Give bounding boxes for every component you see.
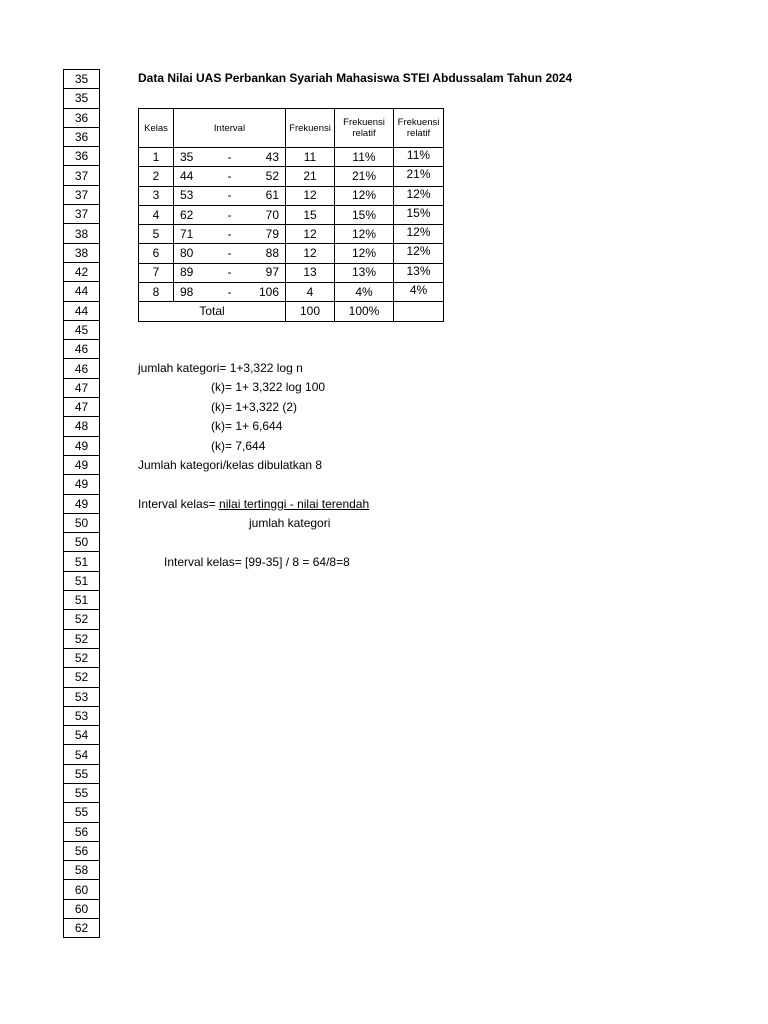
cell-interval-high: 70 <box>249 205 286 224</box>
score-cell: 38 <box>64 243 100 262</box>
cell-kelas: 2 <box>139 167 174 186</box>
cell-frekuensi: 11 <box>286 148 335 167</box>
cell-interval-high: 79 <box>249 225 286 244</box>
score-row <box>64 417 100 436</box>
score-row <box>64 706 100 725</box>
total-empty-cell <box>394 302 444 321</box>
cell-kelas: 4 <box>139 205 174 224</box>
note-blank-2 <box>138 534 369 553</box>
cell-frekuensi: 12 <box>286 186 335 205</box>
note-line-6: Jumlah kategori/kelas dibulatkan 8 <box>138 457 323 472</box>
score-cell: 50 <box>64 533 100 552</box>
score-cell: 36 <box>64 108 100 127</box>
score-cell: 37 <box>64 185 100 204</box>
cell-frekuensi-relatif-2: 12% <box>394 186 444 205</box>
score-row <box>64 668 100 687</box>
cell-interval-dash: - <box>211 225 249 244</box>
cell-frekuensi: 12 <box>286 244 335 263</box>
interval-formula-denominator: jumlah kategori <box>249 516 331 531</box>
note-line-5: (k)= 7,644 <box>211 438 266 453</box>
header-relatif-bottom: relatif <box>352 128 376 139</box>
table-header-row <box>139 109 444 148</box>
score-cell: 54 <box>64 745 100 764</box>
cell-interval-dash: - <box>211 167 249 186</box>
cell-interval-low: 35 <box>174 148 211 167</box>
score-row <box>64 301 100 320</box>
score-cell: 55 <box>64 783 100 802</box>
score-cell: 46 <box>64 359 100 378</box>
score-row <box>64 880 100 899</box>
score-cell: 49 <box>64 436 100 455</box>
cell-frekuensi: 15 <box>286 205 335 224</box>
score-cell: 44 <box>64 282 100 301</box>
cell-interval-high: 88 <box>249 244 286 263</box>
cell-interval-low: 80 <box>174 244 211 263</box>
score-row <box>64 89 100 108</box>
cell-interval-dash: - <box>211 186 249 205</box>
score-row <box>64 591 100 610</box>
cell-kelas: 3 <box>139 186 174 205</box>
note-line-4: (k)= 1+ 6,644 <box>211 419 283 434</box>
cell-frekuensi-relatif-2: 13% <box>394 263 444 282</box>
page-title: Data Nilai UAS Perbankan Syariah Mahasiswa STEI Abdussalam Tahun 2024 <box>138 71 573 85</box>
header-interval: Interval <box>174 109 286 148</box>
cell-interval-low: 71 <box>174 225 211 244</box>
header-kelas: Kelas <box>139 109 174 148</box>
score-row <box>64 378 100 397</box>
header-relatif-top: Frekuensi <box>343 117 385 128</box>
cell-interval-high: 106 <box>249 283 286 302</box>
header-frekuensi: Frekuensi <box>286 109 335 148</box>
cell-frekuensi: 13 <box>286 263 335 282</box>
cell-kelas: 5 <box>139 225 174 244</box>
header-relatif2-top: Frekuensi <box>397 117 440 128</box>
score-row <box>64 320 100 339</box>
total-row <box>139 302 444 321</box>
total-relatif: 100% <box>335 302 394 321</box>
cell-interval-low: 53 <box>174 186 211 205</box>
score-cell: 42 <box>64 262 100 281</box>
score-cell: 49 <box>64 455 100 474</box>
interval-formula-numerator: nilai tertinggi - nilai terendah <box>219 496 370 511</box>
cell-frekuensi-relatif: 12% <box>335 225 394 244</box>
score-cell: 58 <box>64 861 100 880</box>
cell-kelas: 6 <box>139 244 174 263</box>
scores-column <box>63 69 100 938</box>
score-row <box>64 610 100 629</box>
header-relatif2-bottom: relatif <box>406 128 431 139</box>
cell-frekuensi-relatif: 21% <box>335 167 394 186</box>
score-cell: 53 <box>64 687 100 706</box>
cell-frekuensi-relatif: 15% <box>335 205 394 224</box>
interval-formula-label: Interval kelas= <box>138 496 220 511</box>
table-row <box>139 205 444 224</box>
header-frekuensi-relatif-2 <box>394 109 444 148</box>
score-row <box>64 475 100 494</box>
score-cell: 51 <box>64 552 100 571</box>
score-row <box>64 398 100 417</box>
score-row <box>64 127 100 146</box>
score-row <box>64 533 100 552</box>
total-label: Total <box>139 302 286 321</box>
cell-frekuensi-relatif: 12% <box>335 244 394 263</box>
cell-interval-high: 43 <box>249 148 286 167</box>
score-row <box>64 861 100 880</box>
note-blank <box>138 475 369 494</box>
table-row <box>139 263 444 282</box>
note-line-11: Interval kelas= [99-35] / 8 = 64/8=8 <box>164 554 350 569</box>
note-line-8 <box>138 495 369 514</box>
cell-interval-low: 44 <box>174 167 211 186</box>
score-cell: 55 <box>64 764 100 783</box>
score-row <box>64 822 100 841</box>
cell-kelas: 1 <box>139 148 174 167</box>
score-row <box>64 764 100 783</box>
cell-frekuensi: 21 <box>286 167 335 186</box>
score-row <box>64 919 100 938</box>
cell-interval-high: 97 <box>249 263 286 282</box>
score-cell: 47 <box>64 398 100 417</box>
cell-frekuensi: 4 <box>286 283 335 302</box>
score-row <box>64 185 100 204</box>
score-cell: 37 <box>64 166 100 185</box>
frequency-table <box>138 108 444 322</box>
note-line-1: jumlah kategori= 1+3,322 log n <box>138 361 303 375</box>
score-cell: 52 <box>64 629 100 648</box>
cell-interval-low: 89 <box>174 263 211 282</box>
header-frekuensi-relatif <box>335 109 394 148</box>
score-row <box>64 224 100 243</box>
score-row <box>64 70 100 89</box>
score-cell: 44 <box>64 301 100 320</box>
cell-frekuensi-relatif-2: 11% <box>394 148 444 167</box>
score-cell: 48 <box>64 417 100 436</box>
score-cell: 49 <box>64 475 100 494</box>
cell-frekuensi-relatif: 4% <box>335 283 394 302</box>
score-row <box>64 205 100 224</box>
score-row <box>64 803 100 822</box>
score-cell: 51 <box>64 571 100 590</box>
note-line-3: (k)= 1+3,322 (2) <box>211 399 298 414</box>
score-row <box>64 899 100 918</box>
score-row <box>64 262 100 281</box>
cell-frekuensi-relatif: 12% <box>335 186 394 205</box>
score-cell: 54 <box>64 726 100 745</box>
score-row <box>64 783 100 802</box>
score-row <box>64 629 100 648</box>
cell-kelas: 8 <box>139 283 174 302</box>
score-row <box>64 455 100 474</box>
score-cell: 47 <box>64 378 100 397</box>
score-cell: 50 <box>64 513 100 532</box>
cell-interval-dash: - <box>211 205 249 224</box>
note-line-2: (k)= 1+ 3,322 log 100 <box>211 380 326 395</box>
score-row <box>64 243 100 262</box>
cell-frekuensi-relatif: 13% <box>335 263 394 282</box>
cell-interval-dash: - <box>211 244 249 263</box>
score-cell: 36 <box>64 147 100 166</box>
table-row <box>139 225 444 244</box>
score-cell: 37 <box>64 205 100 224</box>
cell-frekuensi-relatif-2: 12% <box>394 244 444 263</box>
score-cell: 60 <box>64 899 100 918</box>
score-row <box>64 166 100 185</box>
score-cell: 56 <box>64 841 100 860</box>
total-frekuensi: 100 <box>286 302 335 321</box>
cell-interval-dash: - <box>211 263 249 282</box>
score-cell: 53 <box>64 706 100 725</box>
cell-frekuensi-relatif: 11% <box>335 148 394 167</box>
score-row <box>64 359 100 378</box>
score-row <box>64 436 100 455</box>
calculation-notes <box>138 359 369 572</box>
score-cell: 36 <box>64 127 100 146</box>
score-row <box>64 282 100 301</box>
cell-frekuensi-relatif-2: 12% <box>394 225 444 244</box>
cell-interval-dash: - <box>211 283 249 302</box>
score-cell: 49 <box>64 494 100 513</box>
cell-frekuensi: 12 <box>286 225 335 244</box>
score-row <box>64 552 100 571</box>
cell-frekuensi-relatif-2: 21% <box>394 167 444 186</box>
score-row <box>64 571 100 590</box>
score-cell: 60 <box>64 880 100 899</box>
score-cell: 45 <box>64 320 100 339</box>
score-row <box>64 726 100 745</box>
score-cell: 52 <box>64 648 100 667</box>
score-cell: 35 <box>64 89 100 108</box>
table-row <box>139 167 444 186</box>
score-row <box>64 340 100 359</box>
table-row <box>139 186 444 205</box>
table-row <box>139 148 444 167</box>
score-cell: 35 <box>64 70 100 89</box>
cell-interval-high: 61 <box>249 186 286 205</box>
score-row <box>64 147 100 166</box>
cell-interval-dash: - <box>211 148 249 167</box>
cell-interval-high: 52 <box>249 167 286 186</box>
cell-kelas: 7 <box>139 263 174 282</box>
score-cell: 52 <box>64 668 100 687</box>
cell-interval-low: 62 <box>174 205 211 224</box>
score-cell: 56 <box>64 822 100 841</box>
table-row <box>139 244 444 263</box>
score-cell: 52 <box>64 610 100 629</box>
score-cell: 51 <box>64 591 100 610</box>
score-row <box>64 648 100 667</box>
score-cell: 55 <box>64 803 100 822</box>
score-row <box>64 841 100 860</box>
cell-frekuensi-relatif-2: 4% <box>394 283 444 302</box>
score-cell: 38 <box>64 224 100 243</box>
score-row <box>64 513 100 532</box>
cell-interval-low: 98 <box>174 283 211 302</box>
table-row <box>139 283 444 302</box>
score-row <box>64 745 100 764</box>
score-cell: 62 <box>64 919 100 938</box>
score-row <box>64 494 100 513</box>
score-cell: 46 <box>64 340 100 359</box>
score-row <box>64 687 100 706</box>
score-row <box>64 108 100 127</box>
cell-frekuensi-relatif-2: 15% <box>394 205 444 224</box>
